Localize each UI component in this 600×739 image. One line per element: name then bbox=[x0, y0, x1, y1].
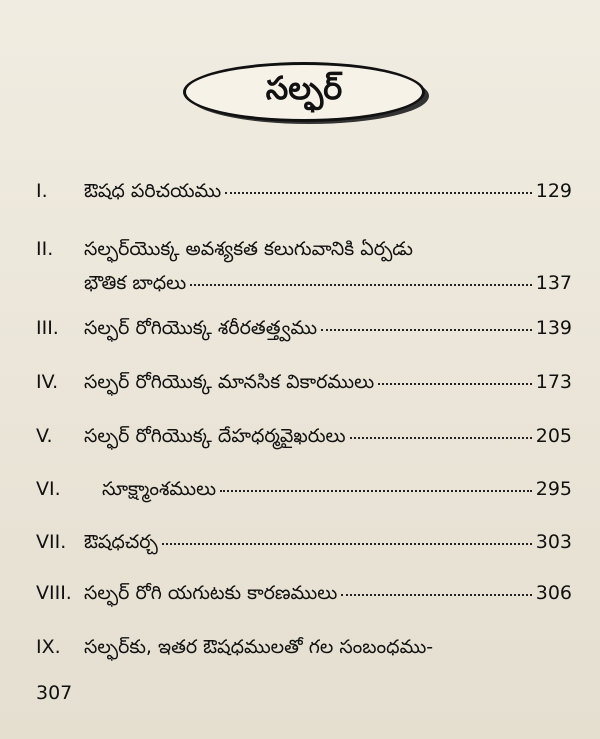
toc-entry-number: VII. bbox=[36, 531, 67, 553]
toc-entry-number: IV. bbox=[36, 371, 59, 393]
toc-entry-page: 137 bbox=[535, 272, 572, 294]
toc-entry-number: IX. bbox=[36, 636, 61, 658]
toc-entry-page: 295 bbox=[535, 478, 572, 500]
toc-entry-number: V. bbox=[36, 425, 53, 447]
toc-entry-page: 303 bbox=[535, 531, 572, 553]
page-title: సల్ఫర్ bbox=[183, 62, 425, 122]
toc-leader-dots bbox=[162, 543, 532, 545]
toc-entry-4 bbox=[36, 370, 572, 394]
toc-leader-dots bbox=[220, 490, 532, 492]
toc-entry-title: సల్ఫర్ రోగియొక్క దేహధర్మవైఖరులు bbox=[84, 425, 346, 447]
toc-entry-6 bbox=[36, 477, 572, 501]
toc-entry-3 bbox=[36, 316, 572, 340]
toc-entry-title: సల్ఫర్‌కు, ఇతర ఔషధములతో గల సంబంధము- bbox=[84, 636, 434, 658]
toc-leader-dots bbox=[225, 192, 532, 194]
toc-entry-title: సూక్ష్మాంశములు bbox=[102, 478, 217, 500]
toc-entry-title: సల్ఫర్ రోగియొక్క మానసిక వికారములు bbox=[84, 371, 375, 393]
toc-entry-9-page: 307 bbox=[36, 682, 73, 704]
toc-entry-2 bbox=[36, 237, 572, 261]
toc-entry-7 bbox=[36, 530, 572, 554]
toc-entry-title: ఔషధ పరిచయము bbox=[84, 180, 222, 202]
toc-leader-dots bbox=[190, 284, 532, 286]
toc-entry-number: I. bbox=[36, 180, 48, 202]
toc-entry-number: II. bbox=[36, 238, 54, 260]
toc-entry-5 bbox=[36, 424, 572, 448]
toc-entry-page: 306 bbox=[535, 582, 572, 604]
toc-entry-9 bbox=[36, 635, 572, 659]
toc-entry-number: VI. bbox=[36, 478, 61, 500]
toc-entry-8 bbox=[36, 581, 572, 605]
toc-entry-2-continued bbox=[84, 271, 572, 295]
toc-entry-number: VIII. bbox=[36, 582, 72, 604]
toc-entry-page: 129 bbox=[535, 180, 572, 202]
toc-entry-1 bbox=[36, 179, 572, 203]
toc-entry-page: 139 bbox=[535, 317, 572, 339]
toc-entry-title: సల్ఫర్ రోగియొక్క శరీరతత్త్వము bbox=[84, 317, 318, 339]
toc-entry-number: III. bbox=[36, 317, 59, 339]
toc-entry-title: సల్ఫర్ రోగి యగుటకు కారణములు bbox=[84, 582, 338, 604]
toc-entry-page: 173 bbox=[535, 371, 572, 393]
toc-entry-title: సల్ఫర్‌యొక్క అవశ్యకత కలుగువానికి ఏర్పడు bbox=[84, 238, 413, 260]
toc-entry-page: 205 bbox=[535, 425, 572, 447]
toc-entry-title-line2: భౌతిక బాధలు bbox=[84, 272, 187, 294]
toc-leader-dots bbox=[341, 594, 531, 596]
toc-leader-dots bbox=[321, 329, 532, 331]
toc-entry-title: ఔషధచర్చ bbox=[84, 531, 158, 553]
toc-leader-dots bbox=[378, 383, 532, 385]
toc-leader-dots bbox=[350, 437, 532, 439]
